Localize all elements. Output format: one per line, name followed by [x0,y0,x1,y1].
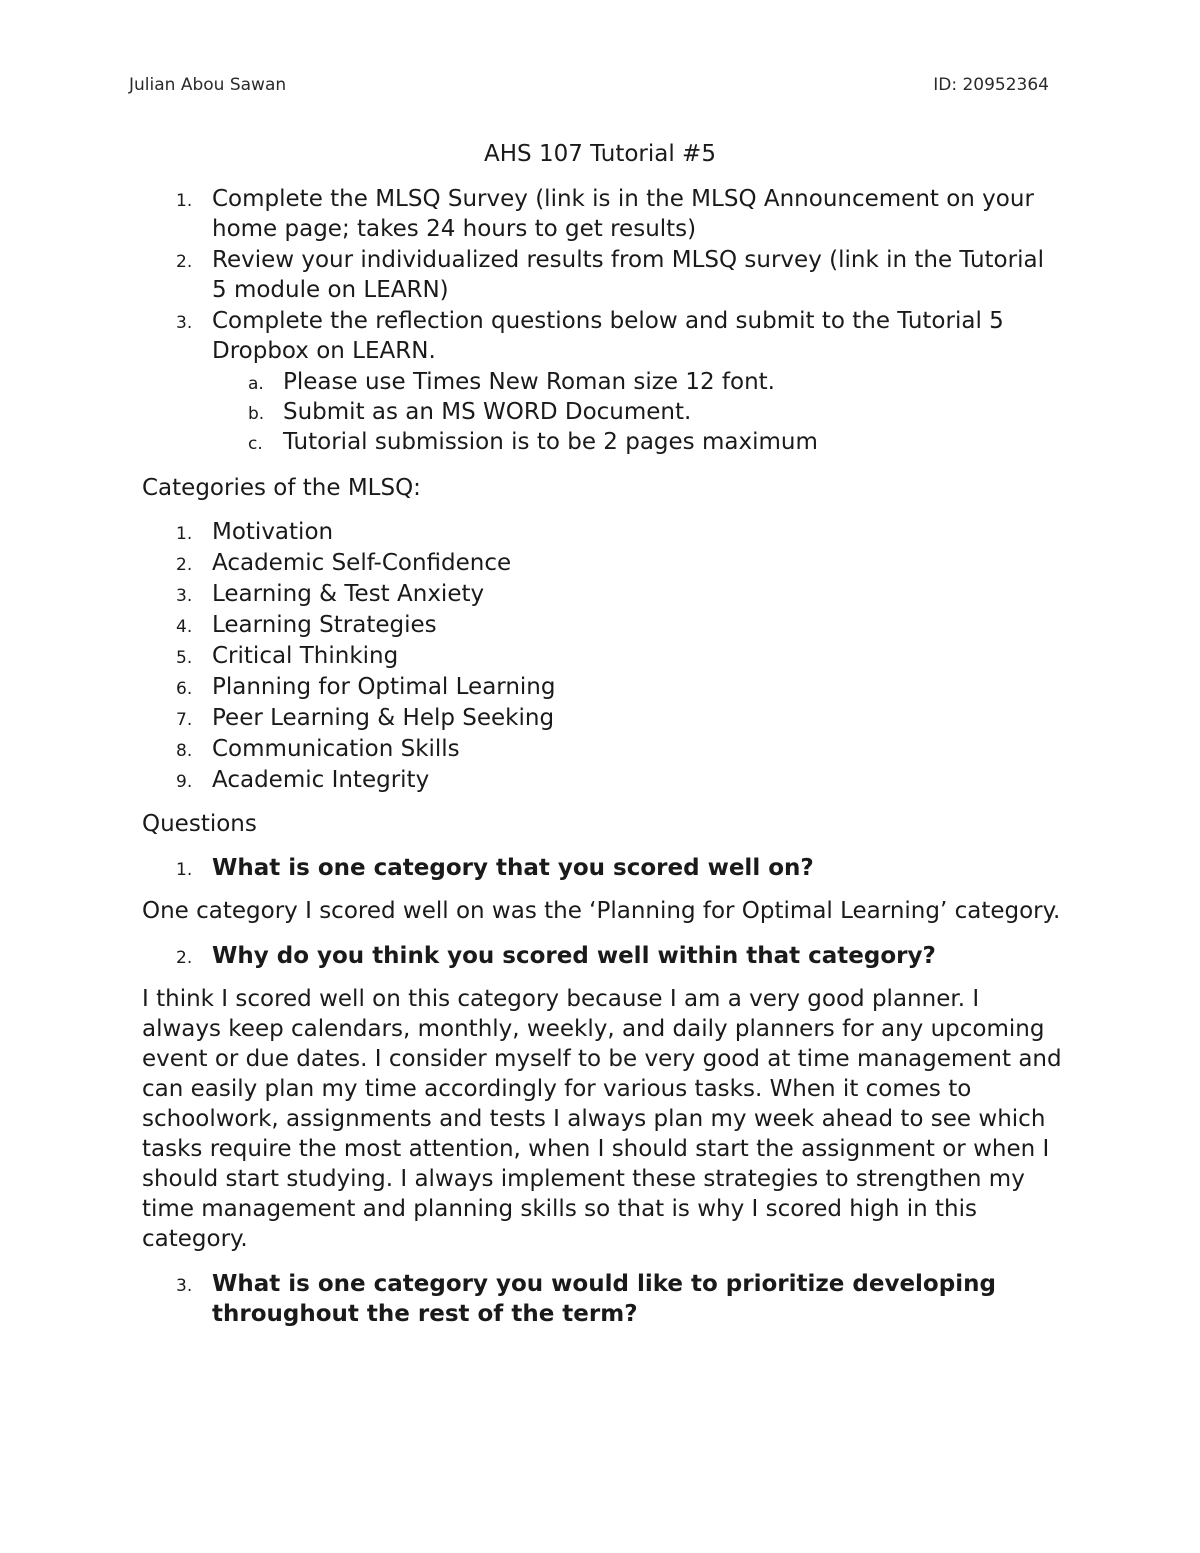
question-text: Why do you think you scored well within that category? [212,943,936,969]
category-item [142,734,1062,764]
category-item [142,703,1062,733]
question-text: What is one category that you scored well on? [212,855,814,881]
category-number: 8. [176,741,193,761]
question-3-list [142,1269,1062,1329]
answer-paragraph: I think I scored well on this category because I am a very good planner. I always keep calendars, monthly, weekly, and daily planners for any upcoming event or due dates. I consider myself to be very good at time management and can easily plan my time accordingly for various tasks. When it comes to schoolwork, assignments and tests I always plan my week ahead to see which tasks require the most attention, when I should start the assignment or when I should start studying. I always implement these strategies to strengthen my time management and planning skills so that is why I scored high in this category. [142,986,1062,1252]
sub-instruction-letter: b. [248,404,265,424]
header-student-id: ID: 20952364 [933,75,1049,95]
category-number: 7. [176,710,193,730]
category-number: 4. [176,617,193,637]
question-text: What is one category you would like to prioritize developing throughout the rest of the term? [212,1271,996,1327]
answer-paragraph: One category I scored well on was the ‘Planning for Optimal Learning’ category. [142,898,1061,924]
header-author: Julian Abou Sawan [129,75,287,95]
question-number: 3. [176,1276,193,1296]
sub-instruction-text: Please use Times New Roman size 12 font. [283,369,775,395]
sub-instruction-letter: a. [248,374,264,394]
question-item [142,941,1062,971]
category-item [142,548,1062,578]
instruction-item [142,245,1062,305]
instruction-text: Review your individualized results from MLSQ survey (link in the Tutorial 5 module on LEARN) [212,247,1044,303]
question-item [142,853,1062,883]
instructions-list [142,184,1062,366]
sub-instruction-text: Submit as an MS WORD Document. [283,399,692,425]
category-number: 1. [176,524,193,544]
instruction-number: 2. [176,252,193,272]
category-text: Communication Skills [212,736,460,762]
sub-instructions-list [142,367,1062,457]
sub-instruction-letter: c. [248,434,263,454]
question-number: 1. [176,860,193,880]
category-text: Learning & Test Anxiety [212,581,485,607]
category-item [142,610,1062,640]
category-text: Motivation [212,519,334,545]
category-item [142,672,1062,702]
category-number: 9. [176,772,193,792]
category-item [142,579,1062,609]
question-2-list [142,941,1062,971]
instruction-item [142,184,1062,244]
question-number: 2. [176,948,193,968]
questions-heading: Questions [142,811,257,837]
category-text: Academic Integrity [212,767,430,793]
category-item [142,765,1062,795]
category-number: 2. [176,555,193,575]
instruction-number: 1. [176,191,193,211]
instruction-text: Complete the MLSQ Survey (link is in the MLSQ Announcement on your home page; takes 24 hours to get results) [212,186,1034,242]
instruction-text: Complete the reflection questions below and submit to the Tutorial 5 Dropbox on LEARN. [212,308,1004,364]
category-number: 3. [176,586,193,606]
sub-instruction-text: Tutorial submission is to be 2 pages maximum [283,429,818,455]
question-item [142,1269,1062,1329]
category-item [142,517,1062,547]
category-text: Academic Self-Confidence [212,550,512,576]
sub-instruction-item [142,397,1062,427]
category-number: 5. [176,648,193,668]
instruction-item [142,306,1062,366]
document-title: AHS 107 Tutorial #5 [484,141,716,167]
document-body [142,184,1062,1342]
categories-list [142,517,1062,795]
category-text: Critical Thinking [212,643,399,669]
category-text: Peer Learning & Help Seeking [212,705,555,731]
category-number: 6. [176,679,193,699]
category-item [142,641,1062,671]
categories-heading: Categories of the MLSQ: [142,475,421,501]
question-1-list [142,853,1062,883]
category-text: Planning for Optimal Learning [212,674,556,700]
category-text: Learning Strategies [212,612,437,638]
sub-instruction-item [142,367,1062,397]
instruction-number: 3. [176,313,193,333]
sub-instruction-item [142,427,1062,457]
